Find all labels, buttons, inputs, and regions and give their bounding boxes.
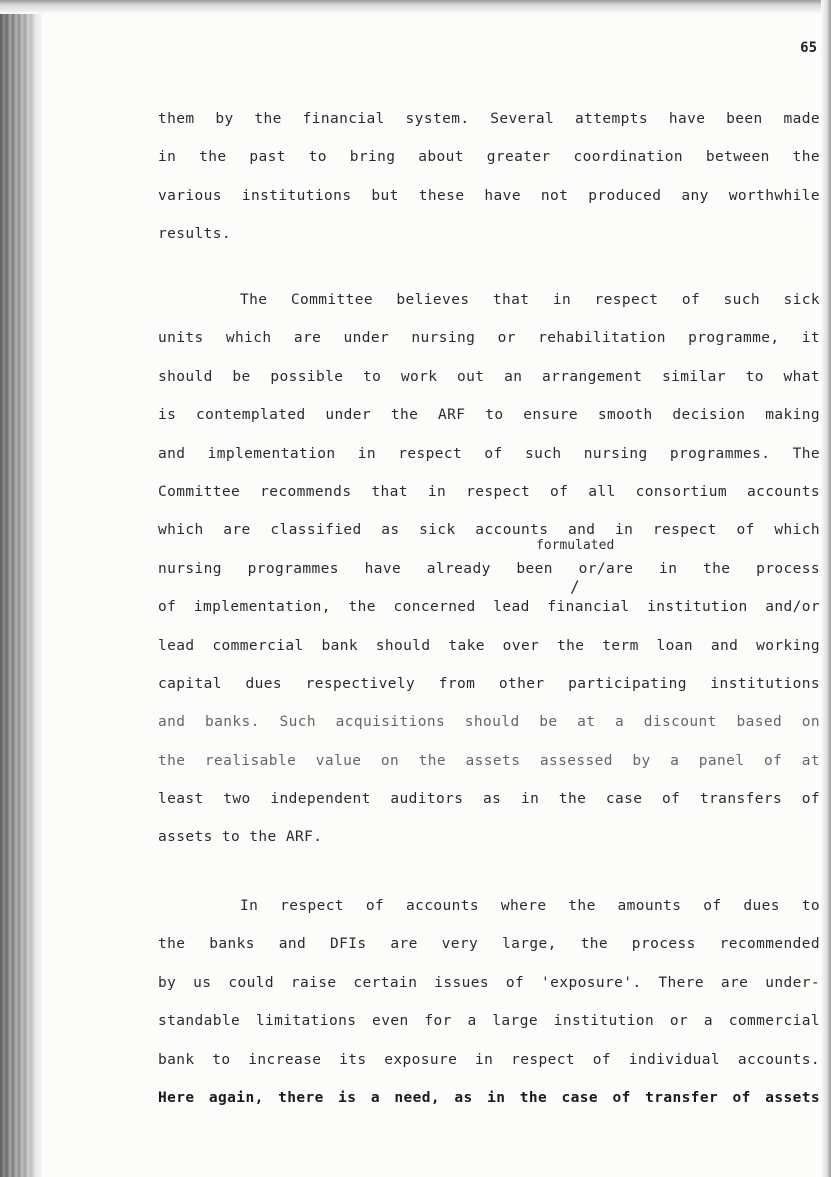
text-line: In respect of accounts where the amounts of dues to [240, 898, 820, 914]
paragraph-2 [158, 281, 820, 857]
text-line: is contemplated under the ARF to ensure smooth decision making [158, 407, 820, 424]
text-line: of implementation, the concerned lead financial institution and/or [158, 599, 820, 616]
text-line: the realisable value on the assets assessed by a panel of at [158, 752, 820, 769]
insertion-annotation: formulated [536, 538, 615, 553]
text-line: Here again, there is a need, as in the case of transfer of assets [158, 1089, 820, 1106]
text-line: Committee recommends that in respect of all consortium accounts [158, 483, 820, 500]
text-line: and implementation in respect of such nursing programmes. The [158, 445, 820, 462]
text-line: the banks and DFIs are very large, the process recommended [158, 936, 820, 953]
text-line: should be possible to work out an arrangement similar to what [158, 368, 820, 385]
text-line: units which are under nursing or rehabilitation programme, it [158, 330, 820, 347]
text-line: lead commercial bank should take over the term loan and working [158, 637, 820, 654]
text-line: which are classified as sick accounts and in respect of which [158, 522, 820, 539]
right-page-edge [821, 0, 831, 1177]
book-binding-shadow [0, 0, 42, 1177]
text-line: capital dues respectively from other participating institutions [158, 675, 820, 692]
text-line: in the past to bring about greater coordination between the [158, 149, 820, 166]
top-page-edge [0, 0, 831, 14]
text-line: bank to increase its exposure in respect of individual accounts. [158, 1051, 820, 1068]
text-line: results. [158, 226, 232, 243]
text-line: by us could raise certain issues of 'exposure'. There are under- [158, 974, 820, 991]
page-number: 65 [800, 40, 817, 56]
text-line: least two independent auditors as in the case of transfers of [158, 791, 820, 808]
paragraph-1 [158, 100, 820, 254]
text-line: nursing programmes have already been or/are in the process [158, 560, 820, 577]
text-line: standable limitations even for a large institution or a commercial [158, 1013, 820, 1030]
text-line: and banks. Such acquisitions should be at a discount based on [158, 714, 820, 731]
paragraph-3 [158, 887, 820, 1117]
text-line: assets to the ARF. [158, 829, 323, 846]
text-line: various institutions but these have not produced any worthwhile [158, 187, 820, 204]
text-line: them by the financial system. Several attempts have been made [158, 111, 820, 127]
text-line: The Committee believes that in respect of such sick [240, 292, 820, 308]
caret-mark: / [570, 577, 580, 596]
